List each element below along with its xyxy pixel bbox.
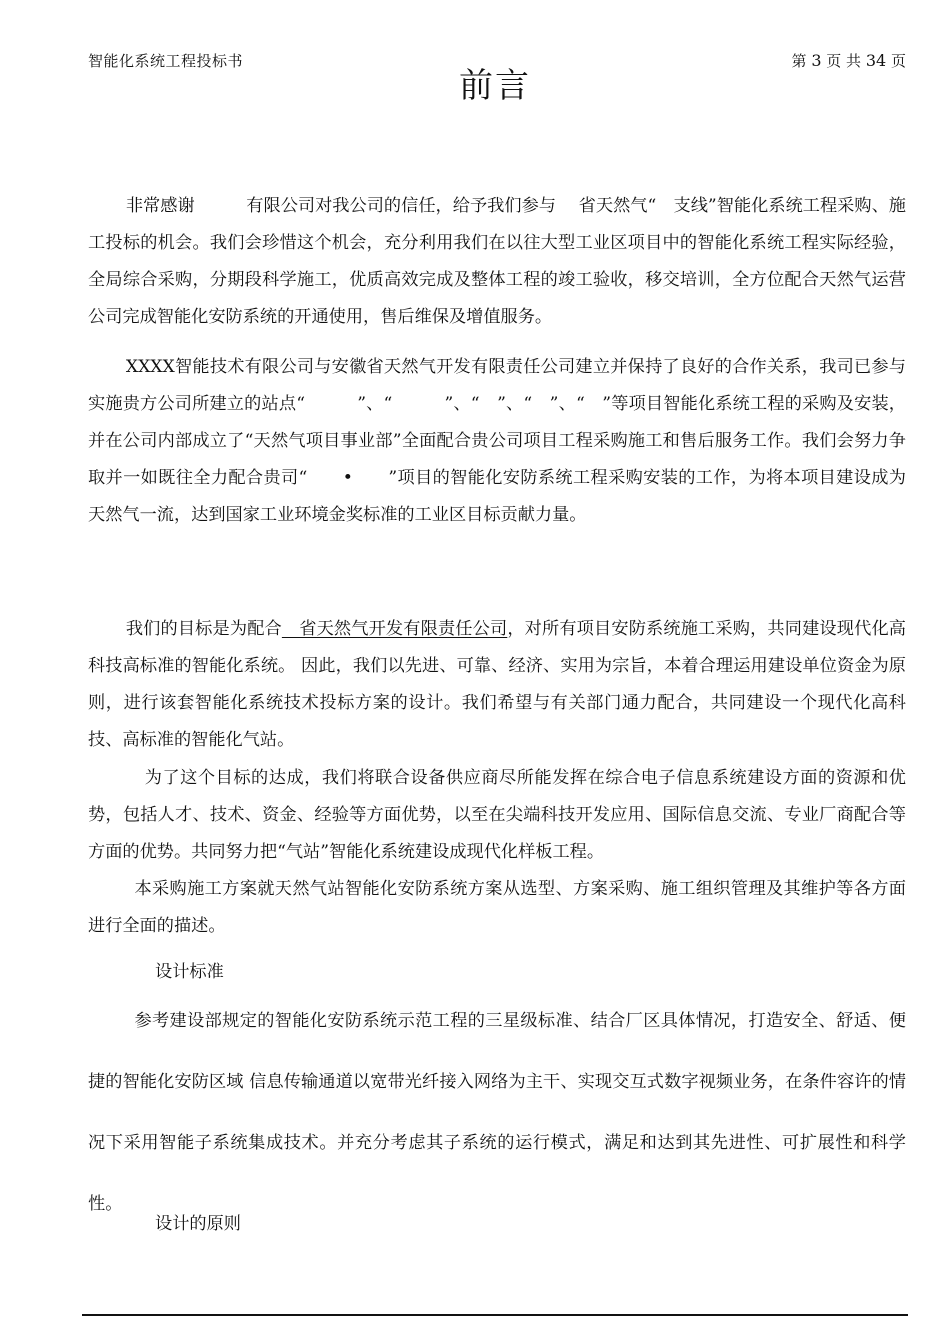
document-header-title: 智能化系统工程投标书 bbox=[88, 52, 244, 70]
current-page-number: 3 bbox=[811, 51, 822, 70]
page-title: 前言 bbox=[459, 66, 531, 106]
paragraph-scope: 本采购施工方案就天然气站智能化安防系统方案从选型、方案采购、施工组织管理及其维护等各方面进行全面的描述。 bbox=[88, 879, 906, 936]
paragraph-partnership: XXXX智能技术有限公司与安徽省天然气开发有限责任公司建立并保持了良好的合作关系，我司已参与实施贵方公司所建立的站点“ ”、“ ”、“ ”、“ ”、“ ”等项目智能化系统工程的采购及安装，并在公司内部成立了“天然气项目事业部”全面配合贵公司项目工程采购施工和售后服务工作。我们会努力争取并一如既往全力配合贵司“ • ”项目的智能化安防系统工程采购安装的工作，为将本项目建设成为天然气一流，达到国家工业环境金奖标准的工业区目标贡献力量。 bbox=[88, 357, 906, 525]
page-suffix: 页 bbox=[890, 52, 906, 70]
paragraph-intro: 非常感谢 有限公司对我公司的信任，给予我们参与 省天然气“ 支线”智能化系统工程采购、施工投标的机会。我们会珍惜这个机会，充分利用我们在以往大型工业区项目中的智能化系统工程实际经验，全局综合采购，分期段科学施工，优质高效完成及整体工程的竣工验收，移交培训，全方位配合天然气运营公司完成智能化安防系统的开通使用，售后维保及增值服务。 bbox=[88, 196, 906, 327]
page-mid: 页 共 bbox=[826, 52, 862, 70]
paragraph-design-standard: 参考建设部规定的智能化安防系统示范工程的三星级标准、结合厂区具体情况，打造安全、舒适、便捷的智能化安防区域 信息传输通道以宽带光纤接入网络为主干、实现交互式数字视频业务，在条件容许的情况下采用智能子系统集成技术。并充分考虑其子系统的运行模式，满足和达到其先进性、可扩展性和科学性。 bbox=[88, 1011, 906, 1214]
client-company-name: 省天然气开发有限责任公司 bbox=[281, 619, 508, 639]
paragraph-goal bbox=[88, 611, 906, 759]
section-heading-design-standard: 设计标准 bbox=[155, 962, 224, 982]
paragraph-resources: 为了这个目标的达成，我们将联合设备供应商尽所能发挥在综合电子信息系统建设方面的资源和优势，包括人才、技术、资金、经验等方面优势，以至在尖端科技开发应用、国际信息交流、专业厂商配合等方面的优势。共同努力把“气站”智能化系统建设成现代化样板工程。 bbox=[88, 768, 906, 862]
page-prefix: 第 bbox=[791, 52, 807, 70]
total-page-number: 34 bbox=[865, 51, 887, 70]
section-heading-design-principles: 设计的原则 bbox=[155, 1214, 241, 1234]
paragraph-goal-rest: ，对所有项目安防系统施工采购，共同建设现代化高科技高标准的智能化系统。 因此，我们以先进、可靠、经济、实用为宗旨，本着合理运用建设单位资金为原则，进行该套智能化系统技术投标方案的设计。我们希望与有关部门通力配合，共同建设一个现代化高科技、高标准的智能化气站。 bbox=[88, 619, 906, 750]
footer-divider bbox=[82, 1314, 908, 1316]
paragraph-goal-lead: 我们的目标是为配合 bbox=[125, 619, 282, 639]
